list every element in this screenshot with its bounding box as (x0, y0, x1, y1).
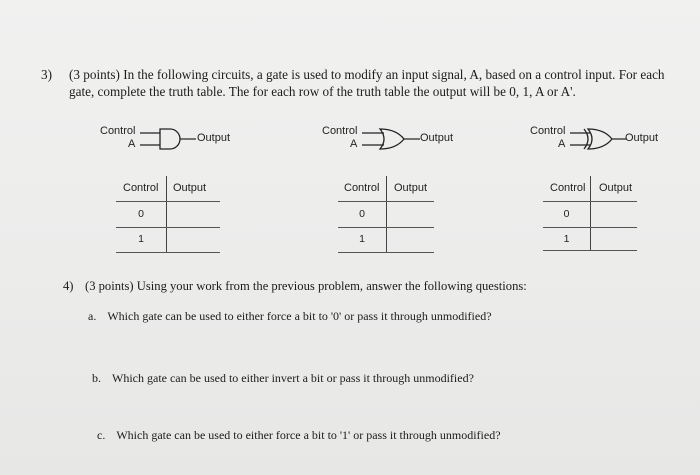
header-underline (543, 201, 637, 202)
header-output: Output (173, 182, 207, 194)
truth-table-xor (543, 176, 637, 254)
row-divider (116, 227, 220, 228)
question-4c (97, 428, 501, 443)
header-output: Output (599, 182, 633, 194)
table-bottom-line (338, 252, 434, 253)
question-3-number: 3) (41, 67, 52, 82)
gate-control-label: Control (322, 125, 358, 137)
gate-input-label: A (128, 138, 136, 150)
table-bottom-line (116, 252, 220, 253)
question-4-text: (3 points) Using your work from the previous problem, answer the following questions: (85, 279, 527, 293)
truth-table-and (116, 176, 220, 254)
question-4a (88, 309, 492, 324)
question-4c-letter: c. (97, 428, 106, 442)
header-underline (338, 201, 434, 202)
row-1-control: 0 (138, 208, 144, 220)
question-4c-text: Which gate can be used to either force a bit to '1' or pass it through unmodified? (116, 428, 501, 442)
question-4a-letter: a. (88, 309, 97, 323)
row-divider (543, 227, 637, 228)
gate-output-label: Output (625, 132, 659, 144)
table-bottom-line (543, 250, 637, 251)
header-control: Control (123, 182, 159, 194)
xor-gate-circuit (530, 125, 670, 155)
gate-output-label: Output (197, 132, 231, 144)
question-3-text: (3 points) In the following circuits, a gate is used to modify an input signal, A, based on a control input. For each gate, complete the truth table. The for each row of the truth table the output will be 0, 1, A or A'. (69, 67, 665, 99)
gate-output-label: Output (420, 132, 454, 144)
row-2-control: 1 (563, 233, 570, 245)
question-4-number: 4) (63, 279, 74, 293)
column-divider (166, 176, 167, 252)
question-4b (92, 371, 474, 386)
row-2-control: 1 (359, 233, 365, 245)
column-divider (590, 176, 591, 250)
header-output: Output (394, 182, 428, 194)
row-1-control: 0 (359, 208, 365, 220)
question-4b-letter: b. (92, 371, 101, 385)
or-gate-circuit (322, 125, 462, 155)
row-divider (338, 227, 434, 228)
header-control: Control (550, 182, 586, 194)
question-4b-text: Which gate can be used to either invert a bit or pass it through unmodified? (112, 371, 474, 385)
row-2-control: 1 (138, 233, 144, 245)
question-4a-text: Which gate can be used to either force a bit to '0' or pass it through unmodified? (107, 309, 492, 323)
gate-input-label: A (350, 138, 358, 150)
row-1-control: 0 (563, 208, 570, 220)
and-gate-circuit (100, 125, 240, 155)
gate-input-label: A (558, 138, 566, 150)
header-control: Control (344, 182, 380, 194)
gate-control-label: Control (100, 125, 136, 137)
truth-table-or (338, 176, 434, 254)
gate-control-label: Control (530, 125, 566, 137)
column-divider (386, 176, 387, 252)
header-underline (116, 201, 220, 202)
